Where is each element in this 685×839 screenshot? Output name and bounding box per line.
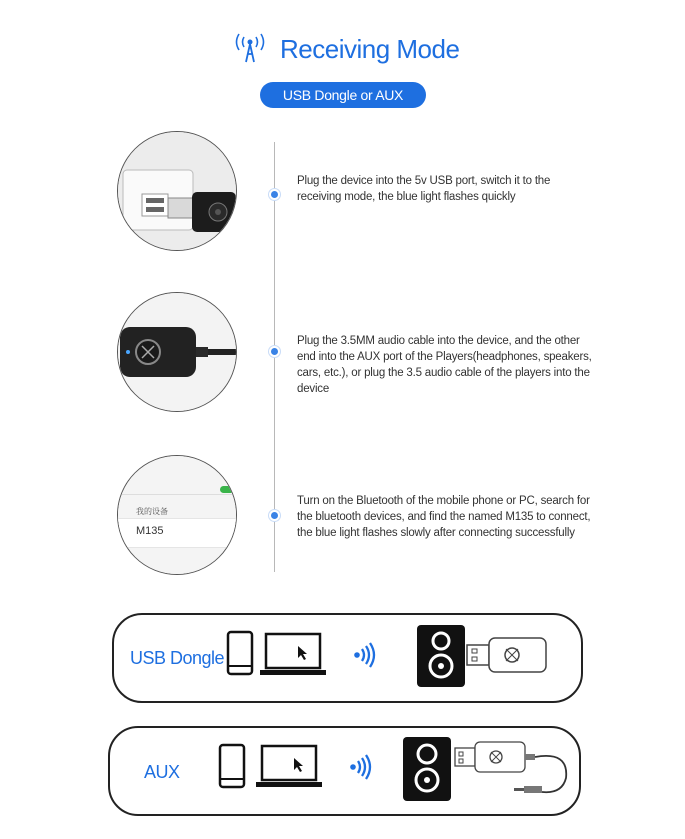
dongle-with-aux-cable-icon [454, 736, 572, 802]
step1-text: Plug the device into the 5v USB port, switch it to the receiving mode, the blue light flashes quickly [297, 175, 551, 203]
step2-image [117, 292, 237, 412]
smartphone-icon [226, 630, 256, 678]
aux-cable-illustration [118, 293, 236, 411]
aux-mode-box [108, 726, 581, 816]
step1-dot [269, 189, 280, 200]
step2-dot [269, 346, 280, 357]
usb-dongle-icon [466, 635, 548, 675]
phone-list-header: 我的设备 [136, 507, 168, 516]
wireless-broadcast-icon [232, 32, 268, 64]
step2-text: Plug the 3.5MM audio cable into the device, and the other end into the AUX port of the Players(headphones, speakers, cars, etc.), or plug the 3.5 audio cable of the players into the device [297, 335, 592, 395]
aux-label: AUX [144, 762, 180, 782]
laptop-icon [256, 744, 322, 790]
timeline-line [274, 142, 275, 572]
toggle-on-icon [220, 486, 234, 493]
usb-dongle-mode-box [112, 613, 583, 703]
mode-pill: USB Dongle or AUX [260, 82, 426, 108]
step3-dot [269, 510, 280, 521]
laptop-icon [260, 632, 326, 678]
smartphone-icon [218, 743, 248, 791]
step3-image [117, 455, 237, 575]
speaker-icon [416, 624, 466, 690]
wireless-signal-icon [353, 642, 377, 668]
header [0, 30, 685, 74]
step1-image [117, 131, 237, 251]
phone-screen [118, 456, 236, 574]
step3-text: Turn on the Bluetooth of the mobile phone or PC, search for the bluetooth devices, and find the named M135 to connect, the blue light flashes slowly after connecting successfully [297, 495, 591, 539]
usb-port-illustration [118, 132, 236, 250]
usb-dongle-label: USB Dongle [130, 648, 225, 668]
page-title: Receiving Mode [280, 34, 460, 64]
phone-device-name: M135 [136, 525, 164, 537]
wireless-signal-icon [349, 754, 373, 780]
speaker-icon [402, 736, 452, 804]
